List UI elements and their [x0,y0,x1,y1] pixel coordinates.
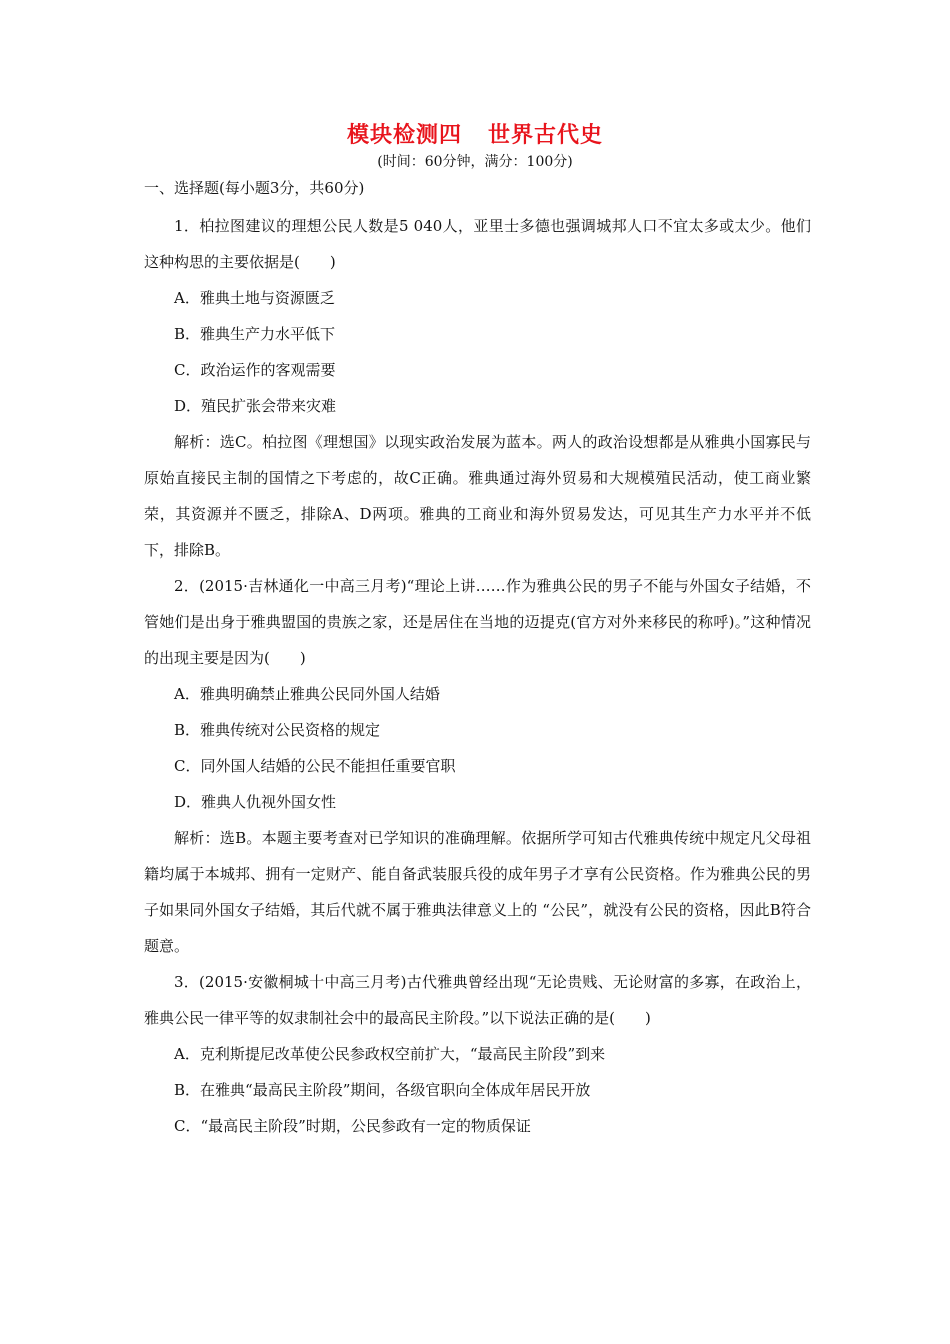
question-3-option-a: A．克利斯提尼改革使公民参政权空前扩大，“最高民主阶段”到来 [174,1045,606,1063]
exam-info: (时间：60分钟，满分：100分) [377,154,573,170]
title-part-1: 模块检测四 [346,123,462,148]
section-heading: 一、选择题(每小题3分，共60分) [144,179,365,197]
question-1-option-b: B．雅典生产力水平低下 [174,325,336,343]
page-title [0,121,950,151]
question-body [144,208,811,1144]
question-2-option-d: D．雅典人仇视外国女性 [174,793,337,811]
title-part-2: 世界古代史 [488,123,604,148]
question-2-option-b: B．雅典传统对公民资格的规定 [174,721,381,739]
question-2-stem: 2．(2015·吉林通化一中高三月考)“理论上讲……作为雅典公民的男子不能与外国女子结婚，不管她们是出身于雅典盟国的贵族之家，还是居住在当地的迈提克(官方对外来移民的称呼)。”这种情况的出现主要是因为( ) [144,577,811,667]
question-1-option-d: D．殖民扩张会带来灾难 [174,397,337,415]
question-1-stem: 1．柏拉图建议的理想公民人数是5 040人，亚里士多德也强调城邦人口不宜太多或太少。他们这种构思的主要依据是( ) [144,217,811,271]
question-2-option-a: A．雅典明确禁止雅典公民同外国人结婚 [174,685,440,703]
question-2-option-c: C．同外国人结婚的公民不能担任重要官职 [174,757,456,775]
question-1-analysis: 解析：选C。柏拉图《理想国》以现实政治发展为蓝本。两人的政治设想都是从雅典小国寡民与原始直接民主制的国情之下考虑的，故C正确。雅典通过海外贸易和大规模殖民活动，使工商业繁荣，其资源并不匮乏，排除A、D两项。雅典的工商业和海外贸易发达，可见其生产力水平并不低下，排除B。 [144,433,811,559]
question-3-option-b: B．在雅典“最高民主阶段”期间，各级官职向全体成年居民开放 [174,1081,591,1099]
question-1-option-c: C．政治运作的客观需要 [174,361,336,379]
question-2-analysis: 解析：选B。本题主要考查对已学知识的准确理解。依据所学可知古代雅典传统中规定凡父母祖籍均属于本城邦、拥有一定财产、能自备武装服兵役的成年男子才享有公民资格。作为雅典公民的男子如果同外国女子结婚，其后代就不属于雅典法律意义上的 “公民”，就没有公民的资格，因此B符合题意。 [144,829,811,955]
question-3-stem: 3．(2015·安徽桐城十中高三月考)古代雅典曾经出现“无论贵贱、无论财富的多寡，在政治上，雅典公民一律平等的奴隶制社会中的最高民主阶段。”以下说法正确的是( ) [144,973,811,1027]
question-3-option-c: C．“最高民主阶段”时期，公民参政有一定的物质保证 [174,1117,531,1135]
question-1-option-a: A．雅典土地与资源匮乏 [174,289,335,307]
